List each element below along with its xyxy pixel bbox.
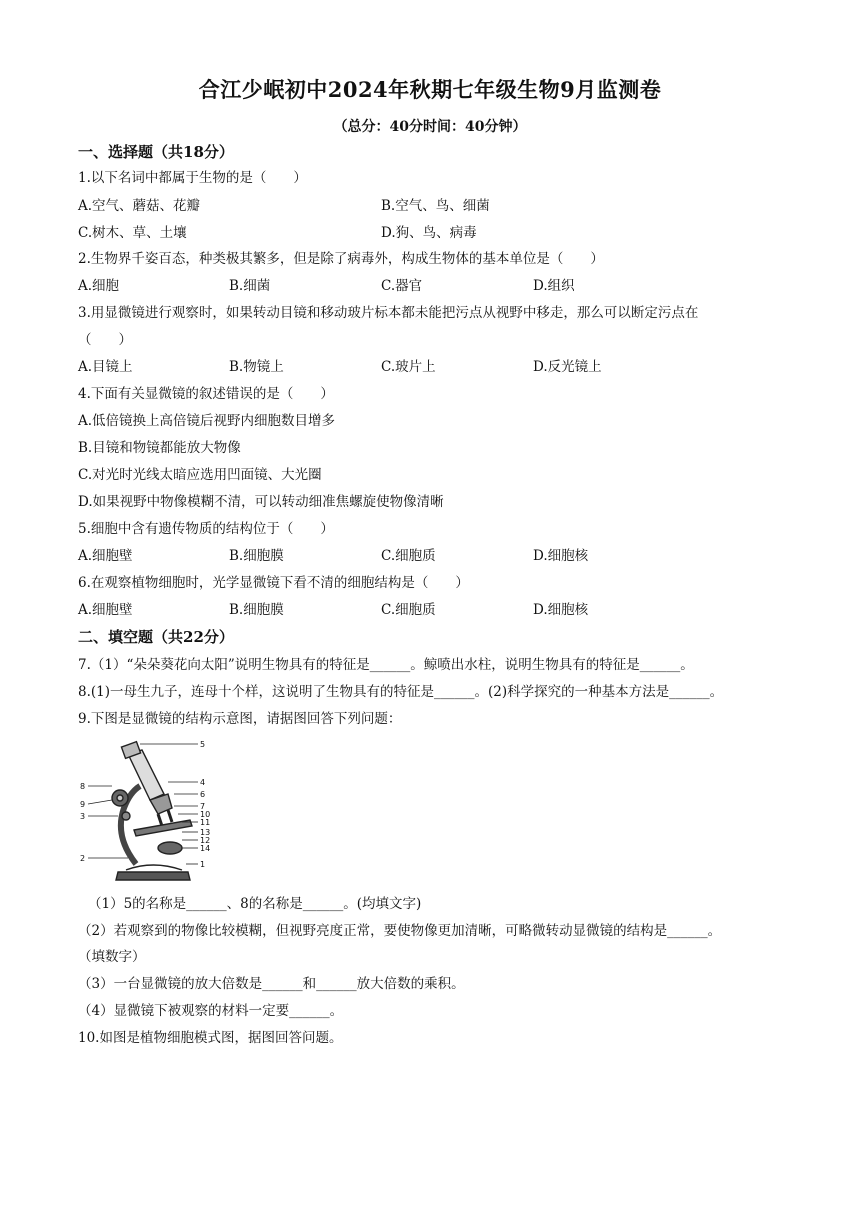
question-3-option-d: D.反光镜上: [533, 359, 602, 375]
question-2-stem: 2.生物界千姿百态，种类极其繁多，但是除了病毒外，构成生物体的基本单位是（ ）: [78, 251, 604, 267]
question-3-stem-continued: （ ）: [78, 332, 132, 348]
question-3-stem: 3.用显微镜进行观察时，如果转动目镜和移动玻片标本都未能把污点从视野中移走，那么可以断定污点在: [78, 305, 699, 321]
figure-label-8: 8: [80, 782, 86, 791]
question-10-stem: 10.如图是植物细胞模式图，据图回答问题。: [78, 1030, 343, 1046]
section-heading-choice: 一、选择题（共18分）: [78, 143, 234, 161]
question-5-option-b: B.细胞膜: [229, 548, 284, 564]
figure-label-2: 2: [80, 854, 86, 863]
question-6-option-d: D.细胞核: [533, 602, 589, 618]
figure-label-14: 14: [200, 844, 211, 853]
microscope-diagram: [78, 736, 218, 886]
question-4-option-b: B.目镜和物镜都能放大物像: [78, 440, 241, 456]
figure-label-10: 10: [200, 810, 211, 819]
figure-label-11: 11: [200, 818, 211, 827]
question-8: 8.(1)一母生九子，连母十个样，这说明了生物具有的特征是______。(2)科学探究的一种基本方法是______。: [78, 684, 724, 700]
page-title: 合江少岷初中2024年秋期七年级生物9月监测卷: [198, 77, 662, 102]
figure-label-3: 3: [80, 812, 86, 821]
question-6-option-c: C.细胞质: [381, 602, 436, 618]
question-1-option-a: A.空气、蘑菇、花瓣: [78, 198, 201, 214]
section-heading-fill: 二、填空题（共22分）: [78, 628, 234, 646]
question-6-option-b: B.细胞膜: [229, 602, 284, 618]
question-1-stem: 1.以下名词中都属于生物的是（ ）: [78, 170, 307, 186]
question-3-option-a: A.目镜上: [78, 359, 133, 375]
question-3-option-b: B.物镜上: [229, 359, 284, 375]
question-1-option-c: C.树木、草、土壤: [78, 225, 187, 241]
question-9-part-2: （2）若观察到的物像比较模糊，但视野亮度正常，要使物像更加清晰，可略微转动显微镜的结构是______。: [78, 923, 722, 939]
question-5-stem: 5.细胞中含有遗传物质的结构位于（ ）: [78, 521, 334, 537]
question-9-part-3: （3）一台显微镜的放大倍数是______和______放大倍数的乘积。: [78, 976, 465, 992]
figure-label-1: 1: [200, 860, 206, 869]
question-1-option-d: D.狗、鸟、病毒: [381, 225, 477, 241]
figure-label-6: 6: [200, 790, 206, 799]
question-9-part-2-note: （填数字）: [78, 949, 146, 965]
question-9-part-4: （4）显微镜下被观察的材料一定要______。: [78, 1003, 344, 1019]
question-7: 7.（1）“朵朵葵花向太阳”说明生物具有的特征是______。鲸喷出水柱，说明生物具有的特征是______。: [78, 657, 694, 673]
question-2-option-c: C.器官: [381, 278, 423, 294]
figure-label-4: 4: [200, 778, 206, 787]
question-4-option-a: A.低倍镜换上高倍镜后视野内细胞数目增多: [78, 413, 336, 429]
question-6-option-a: A.细胞壁: [78, 602, 133, 618]
figure-label-5: 5: [200, 740, 206, 749]
question-5-option-c: C.细胞质: [381, 548, 436, 564]
question-2-option-b: B.细菌: [229, 278, 271, 294]
figure-label-13: 13: [200, 828, 211, 837]
question-5-option-a: A.细胞壁: [78, 548, 133, 564]
question-1-option-b: B.空气、鸟、细菌: [381, 198, 490, 214]
question-3-option-c: C.玻片上: [381, 359, 436, 375]
question-5-option-d: D.细胞核: [533, 548, 589, 564]
question-9-stem: 9.下图是显微镜的结构示意图，请据图回答下列问题：: [78, 711, 402, 727]
question-6-stem: 6.在观察植物细胞时，光学显微镜下看不清的细胞结构是（ ）: [78, 575, 469, 591]
figure-label-9: 9: [80, 800, 86, 809]
question-9-part-1: （1）5的名称是______、8的名称是______。(均填文字): [88, 896, 422, 912]
question-2-option-d: D.组织: [533, 278, 575, 294]
microscope-drawing: [112, 742, 192, 880]
question-4-option-d: D.如果视野中物像模糊不清，可以转动细准焦螺旋使物像清晰: [78, 494, 444, 510]
question-2-option-a: A.细胞: [78, 278, 120, 294]
question-4-option-c: C.对光时光线太暗应选用凹面镜、大光圈: [78, 467, 322, 483]
question-4-stem: 4.下面有关显微镜的叙述错误的是（ ）: [78, 386, 334, 402]
figure-label-7: 7: [200, 802, 206, 811]
figure-label-12: 12: [200, 836, 211, 845]
page-subtitle: （总分：40分时间：40分钟）: [333, 119, 527, 135]
